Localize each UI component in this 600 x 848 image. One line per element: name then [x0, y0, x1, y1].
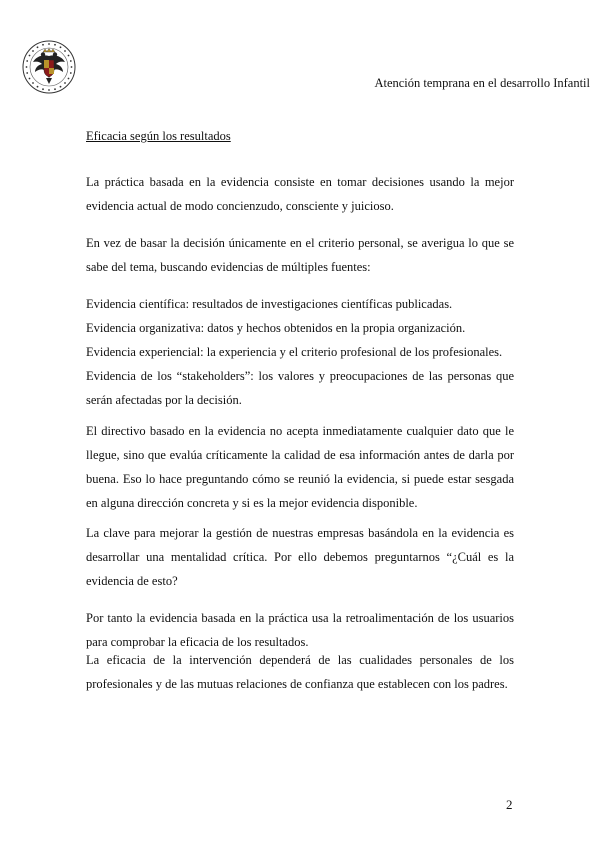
section-title: Eficacia según los resultados [86, 129, 231, 143]
running-header-title: Atención temprana en el desarrollo Infantil [374, 76, 590, 90]
paragraph-5: Por tanto la evidencia basada en la práctica usa la retroalimentación de los usuarios para comprobar la eficacia de los resultados. [86, 611, 514, 649]
paragraph-4: La clave para mejorar la gestión de nuestras empresas basándola en la evidencia es desarrollar una mentalidad crítica. Por ello debemos preguntarnos “¿Cuál es la evidencia de esto? [86, 526, 514, 588]
list-item-experiential: Evidencia experiencial: la experiencia y el criterio profesional de los profesionales. [86, 345, 503, 359]
paragraph-2: En vez de basar la decisión únicamente en el criterio personal, se averigua lo que se sabe del tema, buscando evidencias de múltiples fuentes: [86, 236, 514, 274]
list-item-scientific: Evidencia científica: resultados de investigaciones científicas publicadas. [86, 297, 453, 311]
university-crest-icon [22, 40, 76, 94]
paragraph-6: La eficacia de la intervención dependerá de las cualidades personales de los profesionales y de las mutuas relaciones de confianza que establecen con los padres. [86, 653, 514, 691]
paragraph-1: La práctica basada en la evidencia consiste en tomar decisiones usando la mejor evidencia actual de modo concienzudo, consciente y juicioso. [86, 175, 514, 213]
evidence-list [86, 292, 514, 412]
page-number: 2 [506, 797, 513, 812]
paragraph-3: El directivo basado en la evidencia no acepta inmediatamente cualquier dato que le llegue, sino que evalúa críticamente la calidad de esa información antes de darla por buena. Eso lo hace preguntando cómo se reunió la evidencia, si puede estar sesgada en alguna dirección concreta y si es la mejor evidencia disponible. [86, 424, 514, 510]
list-item-organizational: Evidencia organizativa: datos y hechos obtenidos en la propia organización. [86, 321, 466, 335]
list-item-stakeholders: Evidencia de los “stakeholders”: los valores y preocupaciones de las personas que serán afectadas por la decisión. [86, 369, 514, 407]
